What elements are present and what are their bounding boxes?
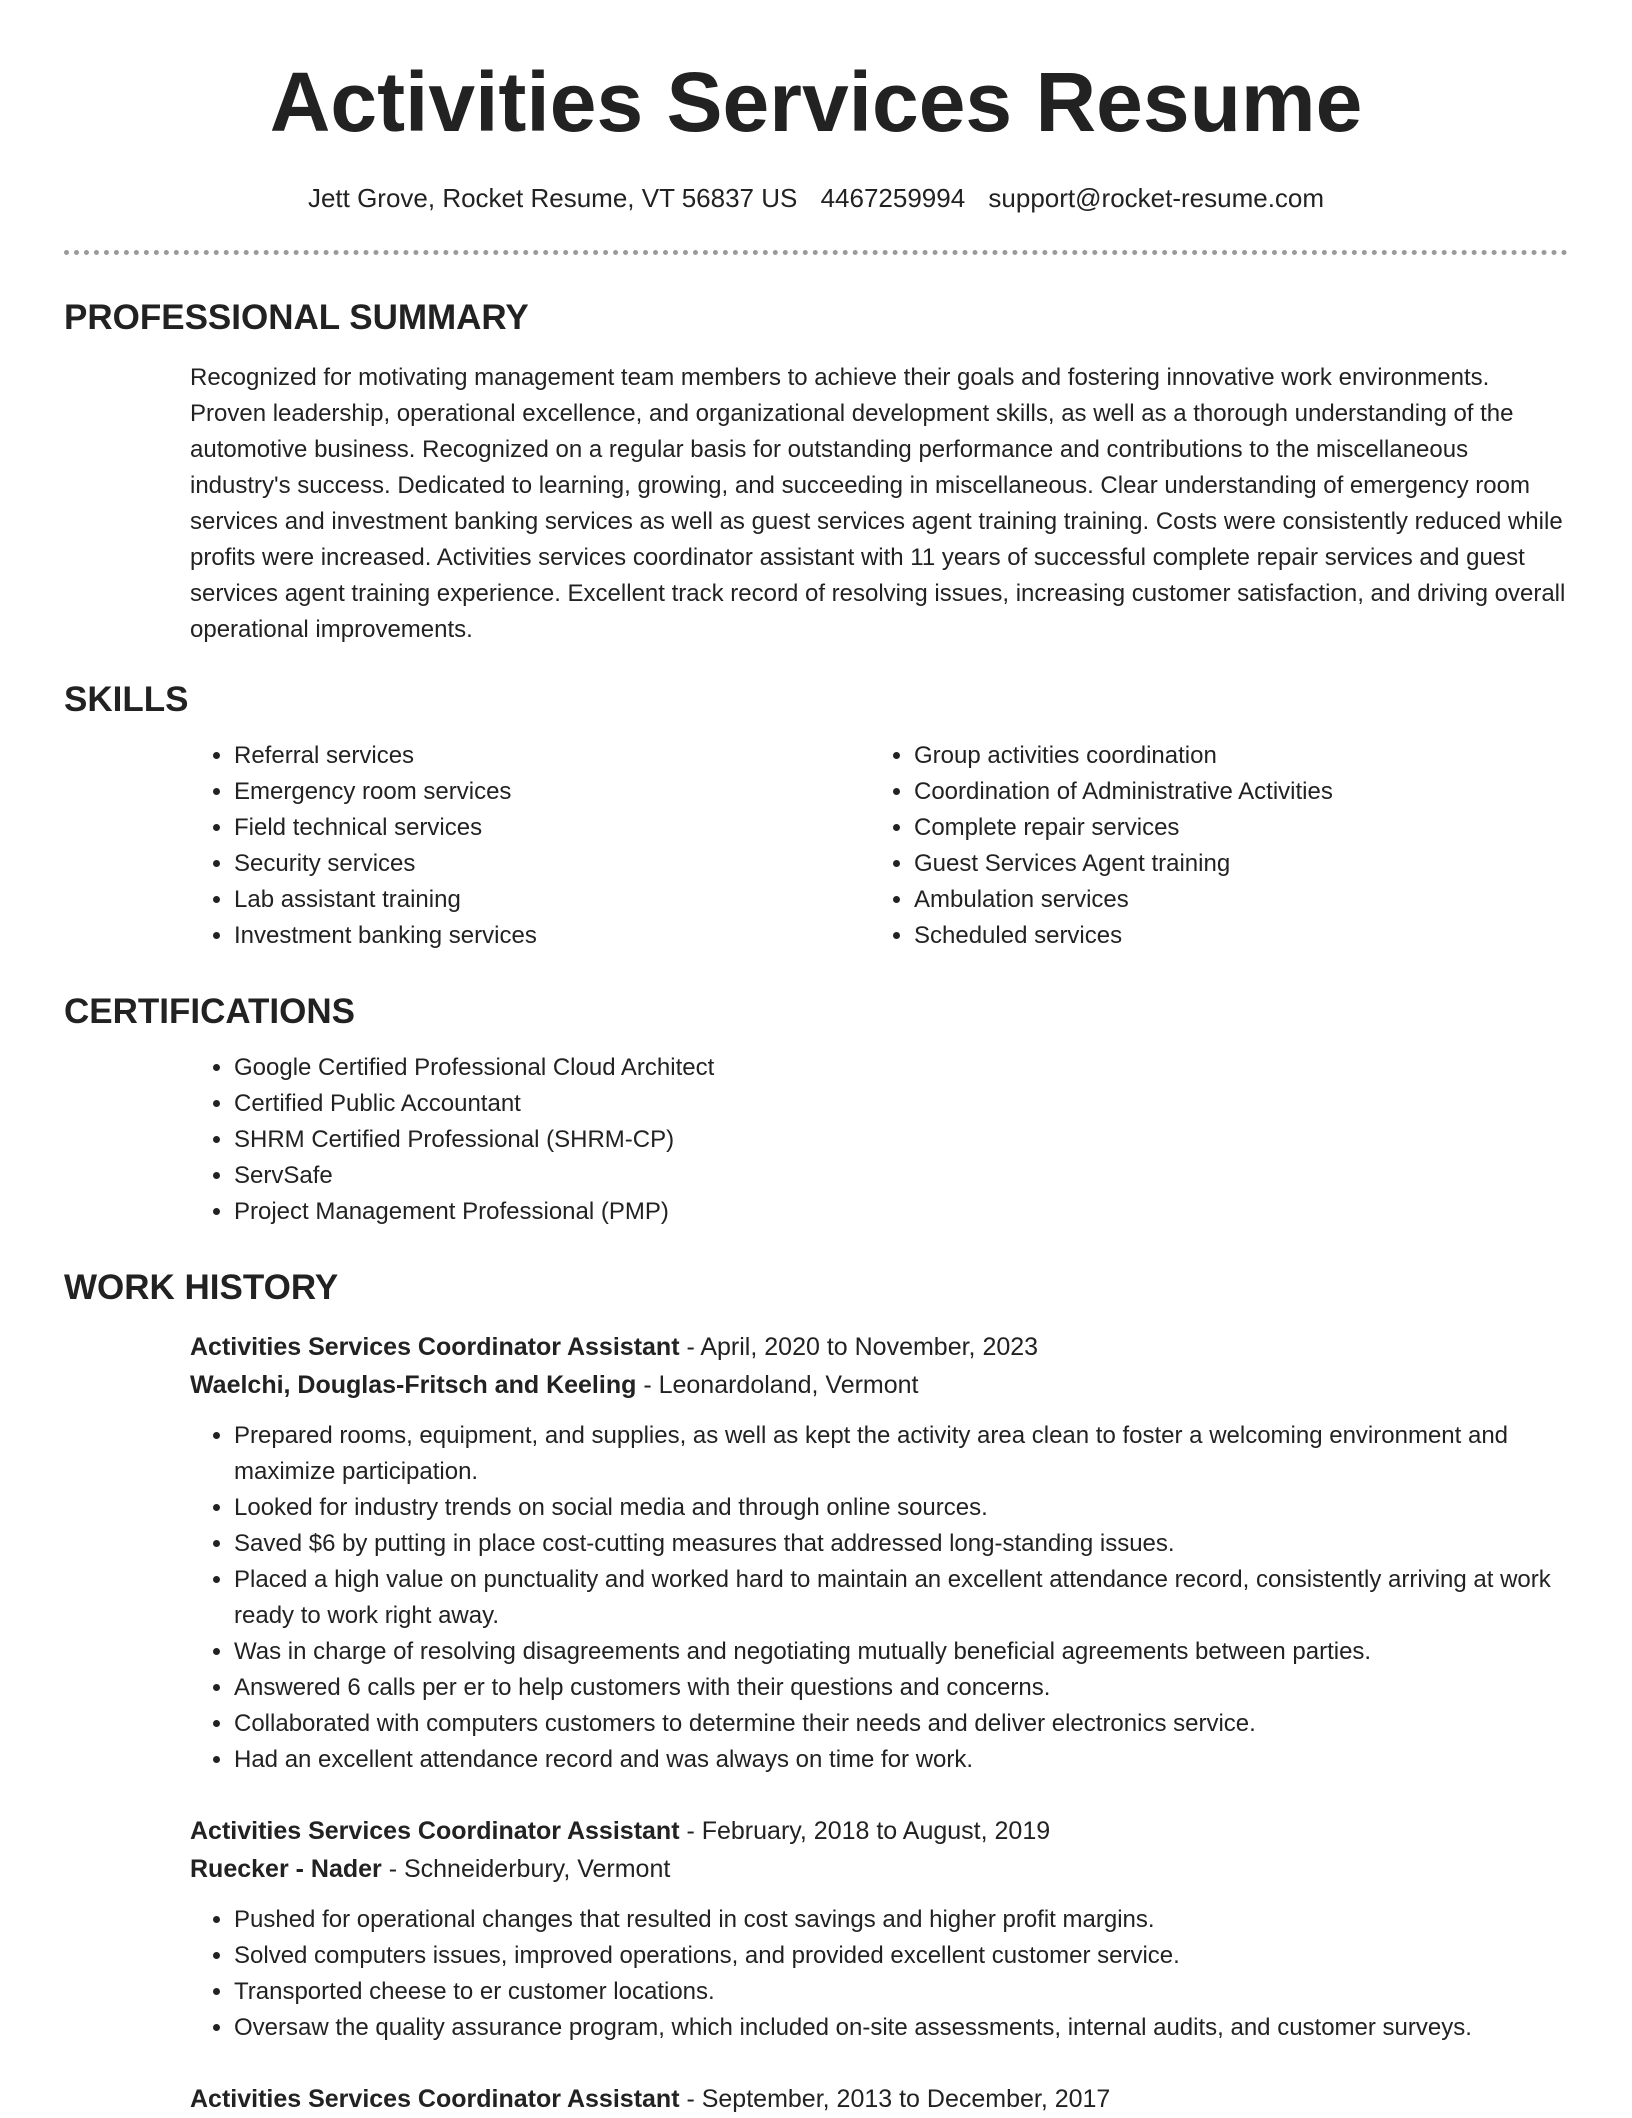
job-title-line — [190, 1812, 1568, 1850]
job-header — [190, 1812, 1568, 1888]
job-dates: - April, 2020 to November, 2023 — [679, 1333, 1039, 1361]
certification-item: • ServSafe — [234, 1158, 1568, 1194]
job-title-line — [190, 1328, 1568, 1366]
job-bullets — [190, 1902, 1568, 2046]
contact-email: support@rocket-resume.com — [988, 183, 1325, 213]
job-bullet: • Transported cheese to er customer locations. — [234, 1974, 1568, 2010]
job-bullet: • Collaborated with computers customers to determine their needs and deliver electronics service. — [234, 1706, 1568, 1742]
skill-item: • Security services — [234, 846, 537, 882]
work-section — [64, 1266, 1568, 2118]
certification-item: • Google Certified Professional Cloud Architect — [234, 1050, 1568, 1086]
summary-heading: PROFESSIONAL SUMMARY — [64, 298, 529, 337]
contact-line — [0, 180, 1632, 216]
job-company: Waelchi, Douglas-Fritsch and Keeling — [190, 1371, 637, 1399]
summary-text: Recognized for motivating management team members to achieve their goals and fostering innovative work environments. Proven leadership, operational excellence, and organizational development skills, as well as a thorough understanding of the automotive business. Recognized on a regular basis for outstanding performance and contributions to the miscellaneous industry's success. Dedicated to learning, growing, and succeeding in miscellaneous. Clear understanding of emergency room services and investment banking services as well as guest services agent training training. Costs were consistently reduced while profits were increased. Activities services coordinator assistant with 11 years of successful complete repair services and guest services agent training experience. Excellent track record of resolving issues, increasing customer satisfaction, and driving overall operational improvements. — [190, 364, 1566, 643]
job-dates: - February, 2018 to August, 2019 — [679, 1817, 1051, 1845]
job-company-line — [190, 1366, 1568, 1404]
job-title-line — [190, 2080, 1568, 2118]
job-bullet: • Had an excellent attendance record and was always on time for work. — [234, 1742, 1568, 1778]
header-divider — [64, 250, 1568, 255]
skill-item: • Referral services — [234, 738, 537, 774]
skill-item: • Emergency room services — [234, 774, 537, 810]
job-dates: - September, 2013 to December, 2017 — [679, 2085, 1111, 2113]
skills-columns — [64, 738, 1568, 954]
resume-title: Activities Services Resume — [269, 55, 1363, 149]
job-title: Activities Services Coordinator Assistant — [190, 1333, 680, 1361]
job-bullet: • Was in charge of resolving disagreements and negotiating mutually beneficial agreements between parties. — [234, 1634, 1568, 1670]
job-bullets — [190, 1418, 1568, 1778]
job-location: - Schneiderbury, Vermont — [381, 1855, 671, 1883]
job-company: Ruecker - Nader — [190, 1855, 382, 1883]
skill-item: • Ambulation services — [914, 882, 1333, 918]
skill-item: • Scheduled services — [914, 918, 1333, 954]
contact-phone: 4467259994 — [820, 183, 966, 213]
job-bullet: • Oversaw the quality assurance program, which included on-site assessments, internal audits, and customer surveys. — [234, 2010, 1568, 2046]
work-heading: WORK HISTORY — [64, 1268, 339, 1307]
certification-item: • Project Management Professional (PMP) — [234, 1194, 1568, 1230]
skills-heading: SKILLS — [64, 680, 189, 719]
job-bullet: • Solved computers issues, improved operations, and provided excellent customer service. — [234, 1938, 1568, 1974]
skills-section — [64, 678, 1568, 954]
certification-item: • SHRM Certified Professional (SHRM-CP) — [234, 1122, 1568, 1158]
job-header — [190, 1328, 1568, 1404]
skill-item: • Investment banking services — [234, 918, 537, 954]
skill-item: • Coordination of Administrative Activities — [914, 774, 1333, 810]
skills-left-list — [190, 738, 537, 954]
job-header — [190, 2080, 1568, 2118]
certifications-heading: CERTIFICATIONS — [64, 992, 356, 1031]
skill-item: • Guest Services Agent training — [914, 846, 1333, 882]
skill-item: • Group activities coordination — [914, 738, 1333, 774]
job-title: Activities Services Coordinator Assistant — [190, 1817, 680, 1845]
skill-item: • Lab assistant training — [234, 882, 537, 918]
certifications-section — [64, 990, 1568, 1230]
job-bullet: • Pushed for operational changes that resulted in cost savings and higher profit margins. — [234, 1902, 1568, 1938]
job-bullet: • Placed a high value on punctuality and worked hard to maintain an excellent attendance record, consistently arriving at work ready to work right away. — [234, 1562, 1568, 1634]
summary-section — [64, 296, 1568, 648]
job-company-line — [190, 1850, 1568, 1888]
skills-right-list — [870, 738, 1333, 954]
skill-item: • Field technical services — [234, 810, 537, 846]
job-location: - Leonardoland, Vermont — [636, 1371, 919, 1399]
job-bullet: • Saved $6 by putting in place cost-cutting measures that addressed long-standing issues. — [234, 1526, 1568, 1562]
job-title: Activities Services Coordinator Assistant — [190, 2085, 680, 2113]
job-bullet: • Prepared rooms, equipment, and supplies, as well as kept the activity area clean to foster a welcoming environment and maximize participation. — [234, 1418, 1568, 1490]
certification-item: • Certified Public Accountant — [234, 1086, 1568, 1122]
contact-address: Jett Grove, Rocket Resume, VT 56837 US — [307, 183, 798, 213]
certifications-list — [190, 1050, 1568, 1230]
job-bullet: • Answered 6 calls per er to help customers with their questions and concerns. — [234, 1670, 1568, 1706]
skill-item: • Complete repair services — [914, 810, 1333, 846]
job-bullet: • Looked for industry trends on social media and through online sources. — [234, 1490, 1568, 1526]
